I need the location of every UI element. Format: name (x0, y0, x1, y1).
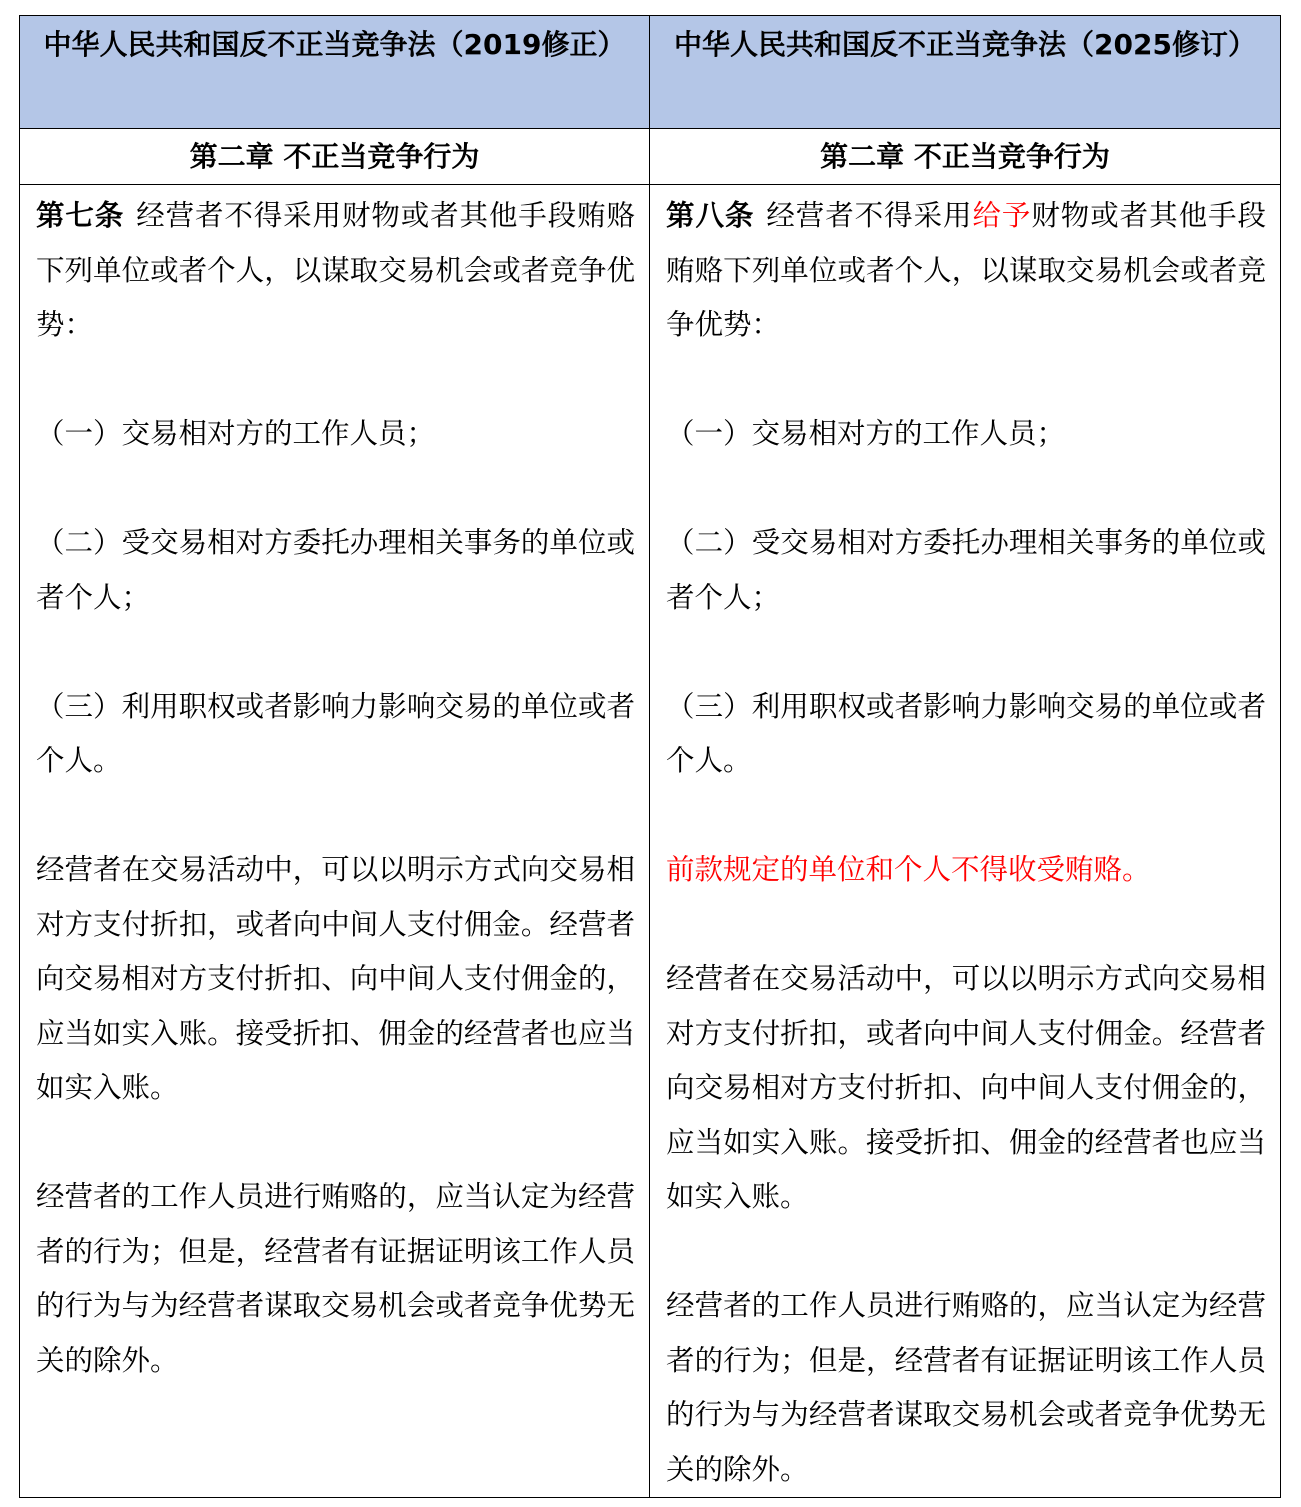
left-item-2: （二）受交易相对方委托办理相关事务的单位或者个人； (36, 526, 635, 614)
header-row (20, 16, 1281, 129)
left-article-intro (36, 189, 635, 353)
right-body-cell (650, 185, 1281, 1498)
left-item-1: （一）交易相对方的工作人员； (36, 417, 436, 450)
right-item-2: （二）受交易相对方委托办理相关事务的单位或者个人； (666, 526, 1266, 614)
left-discount-paragraph: 经营者在交易活动中，可以以明示方式向交易相对方支付折扣，或者向中间人支付佣金。经营者向交易相对方支付折扣、向中间人支付佣金的，应当如实入账。接受折扣、佣金的经营者也应当如实入账。 (36, 853, 635, 1104)
left-article-number: 第七条 (36, 199, 125, 232)
left-body-cell (20, 185, 650, 1498)
right-intro-text-after: 财物或者其他手段贿赂下列单位或者个人，以谋取交易机会或者竞争优势： (666, 199, 1266, 341)
right-header-cell (650, 16, 1281, 129)
right-chapter-title: 第二章 不正当竞争行为 (820, 140, 1110, 173)
left-chapter-title: 第二章 不正当竞争行为 (189, 140, 480, 173)
left-header-cell (20, 16, 650, 129)
left-header-title: 中华人民共和国反不正当竞争法（2019修正） (43, 28, 626, 61)
right-article-number: 第八条 (666, 199, 755, 232)
chapter-row (20, 129, 1281, 185)
right-header-title: 中华人民共和国反不正当竞争法（2025修订） (674, 28, 1256, 61)
left-chapter-cell (20, 129, 650, 185)
right-article-intro (666, 189, 1266, 353)
right-staff-paragraph: 经营者的工作人员进行贿赂的，应当认定为经营者的行为；但是，经营者有证据证明该工作人员的行为与为经营者谋取交易机会或者竞争优势无关的除外。 (666, 1289, 1266, 1486)
right-intro-text-before: 经营者不得采用 (766, 199, 973, 232)
left-intro-text: 经营者不得采用财物或者其他手段贿赂下列单位或者个人，以谋取交易机会或者竞争优势： (36, 199, 635, 341)
left-staff-paragraph: 经营者的工作人员进行贿赂的，应当认定为经营者的行为；但是，经营者有证据证明该工作人员的行为与为经营者谋取交易机会或者竞争优势无关的除外。 (36, 1180, 635, 1377)
right-chapter-cell (650, 129, 1281, 185)
right-new-paragraph: 前款规定的单位和个人不得收受贿赂。 (666, 853, 1151, 886)
right-item-1: （一）交易相对方的工作人员； (666, 417, 1066, 450)
right-item-3: （三）利用职权或者影响力影响交易的单位或者个人。 (666, 689, 1266, 777)
left-item-3: （三）利用职权或者影响力影响交易的单位或者个人。 (36, 689, 635, 777)
body-row (20, 185, 1281, 1498)
right-intro-added-text: 给予 (972, 199, 1032, 232)
right-discount-paragraph: 经营者在交易活动中，可以以明示方式向交易相对方支付折扣，或者向中间人支付佣金。经营者向交易相对方支付折扣、向中间人支付佣金的，应当如实入账。接受折扣、佣金的经营者也应当如实入账。 (666, 962, 1266, 1213)
law-comparison-table (19, 15, 1281, 1498)
